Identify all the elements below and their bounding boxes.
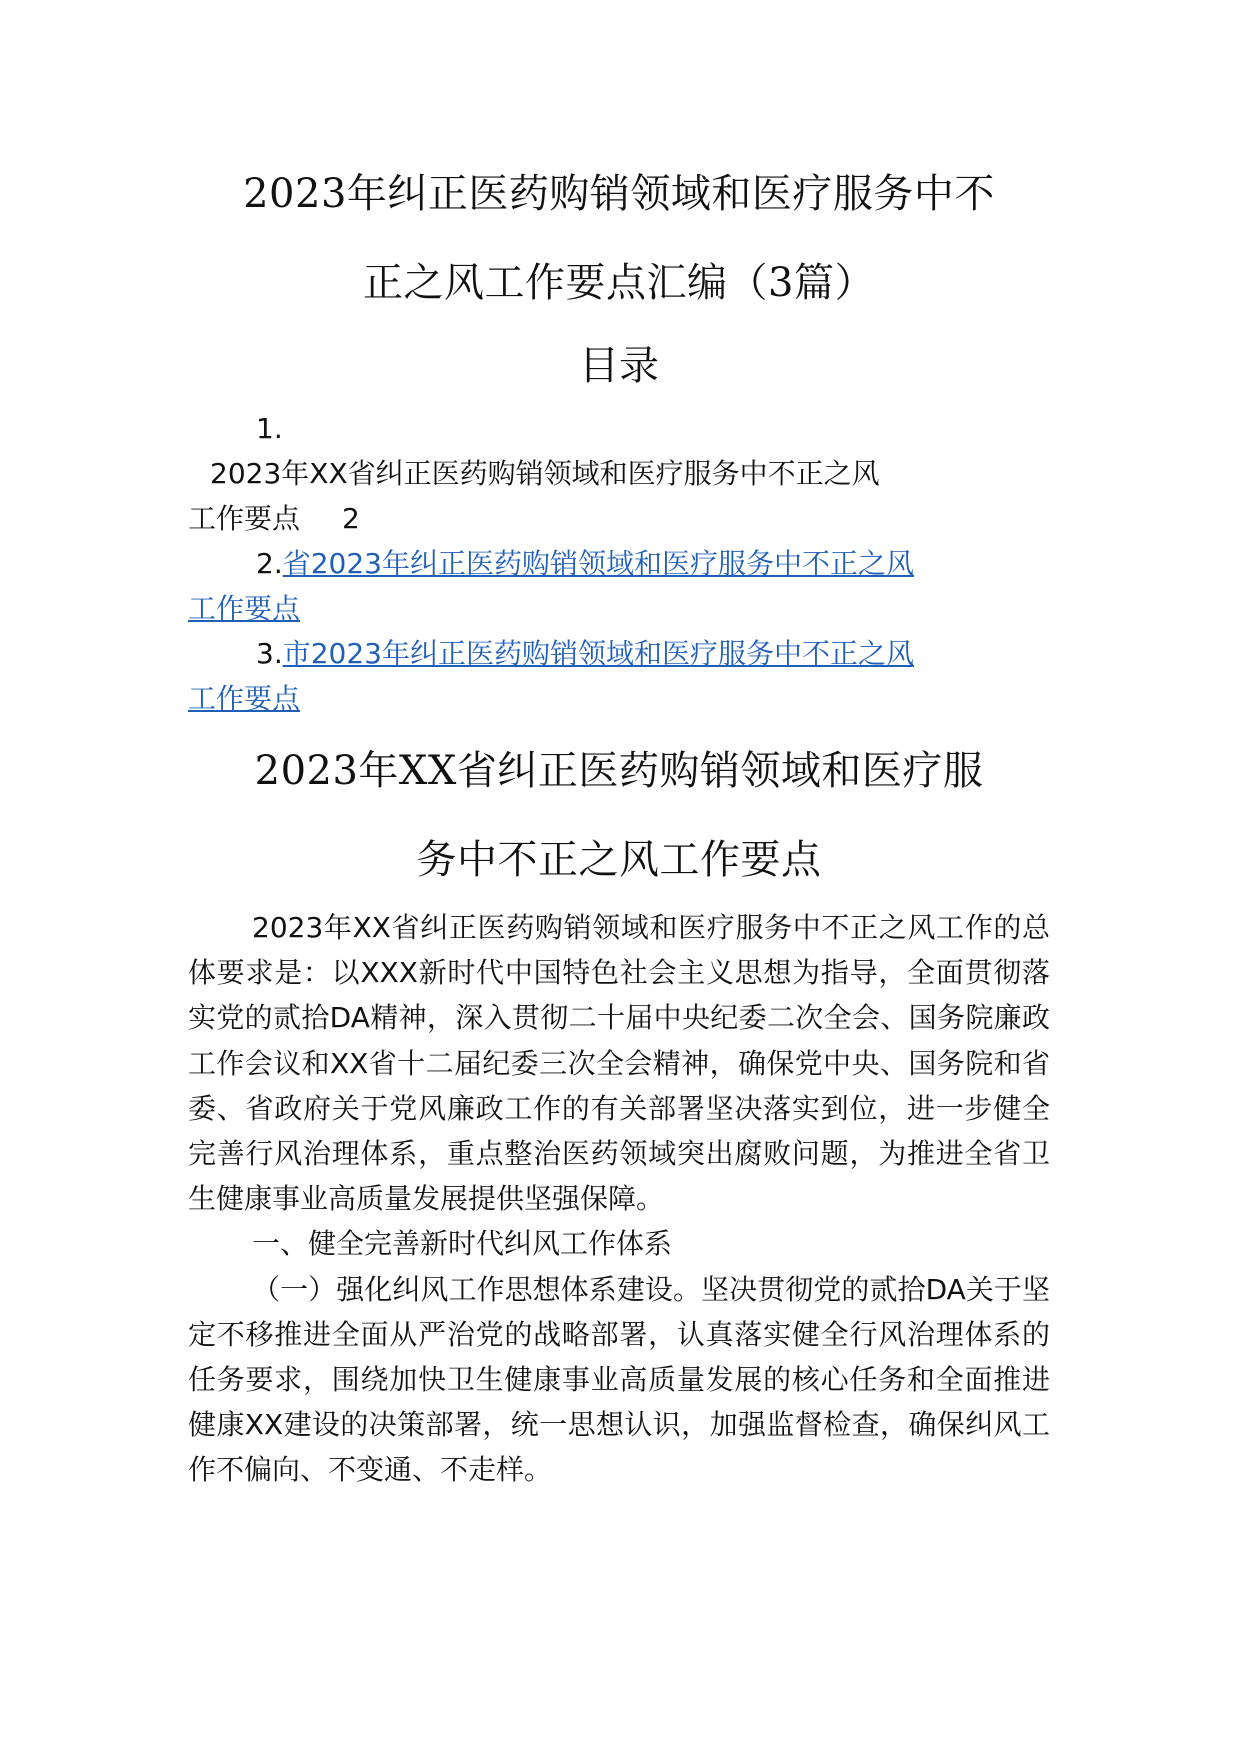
subheading-1: 一、健全完善新时代纠风工作体系 xyxy=(252,1227,673,1261)
toc-entry-number: 1. xyxy=(256,412,283,445)
body-paragraph-1: 2023年XX省纠正医药购销领域和医疗服务中不正之风工作的总体要求是：以XXX新时代中国特色社会主义思想为指导，全面贯彻落实党的贰拾DA精神，深入贯彻二十届中央纪委二次全会、国务院廉政工作会议和XX省十二届纪委三次全会精神，确保党中央、国务院和省委、省政府关于党风廉政工作的有关部署坚决落实到位，进一步健全完善行风治理体系，重点整治医药领域突出腐败问题，为推进全省卫生健康事业高质量发展提供坚强保障。 xyxy=(188,911,1050,1216)
section-title xyxy=(188,727,1050,905)
toc-entry-3[interactable] xyxy=(188,631,1050,721)
section-title-line-2: 务中不正之风工作要点 xyxy=(416,837,822,883)
toc-link-entry-3-line-2[interactable]: 工作要点 xyxy=(188,682,301,715)
toc-entry-2[interactable] xyxy=(188,541,1050,631)
toc-link-entry-2-line-2[interactable]: 工作要点 xyxy=(188,592,301,625)
document-title-line-1: 2023年纠正医药购销领域和医疗服务中不 xyxy=(243,171,995,217)
toc-entry-text-line-1: 2023年XX省纠正医药购销领域和医疗服务中不正之风 xyxy=(210,457,880,490)
toc-entry-text-line-2: 工作要点 xyxy=(188,502,301,535)
toc-heading: 目录 xyxy=(579,343,659,389)
body-paragraph-2: （一）强化纠风工作思想体系建设。坚决贯彻党的贰拾DA关于坚定不移推进全面从严治党的战略部署，认真落实健全行风治理体系的任务要求，围绕加快卫生健康事业高质量发展的核心任务和全面推进健康XX建设的决策部署，统一思想认识，加强监督检查，确保纠风工作不偏向、不变通、不走样。 xyxy=(188,1272,1050,1487)
document-title xyxy=(188,150,1050,328)
document-title-line-2: 正之风工作要点汇编（3篇） xyxy=(363,260,875,306)
toc-entry-number: 3. xyxy=(256,637,283,670)
toc-link-entry-3-line-1[interactable]: 市2023年纠正医药购销领域和医疗服务中不正之风 xyxy=(282,637,914,670)
document-page xyxy=(188,150,1050,1493)
toc-entry-1[interactable] xyxy=(188,406,1050,541)
table-of-contents xyxy=(188,406,1050,721)
toc-entry-page-number: 2 xyxy=(342,502,360,535)
toc-entry-number: 2. xyxy=(256,547,283,580)
toc-link-entry-2-line-1[interactable]: 省2023年纠正医药购销领域和医疗服务中不正之风 xyxy=(282,547,914,580)
section-title-line-1: 2023年XX省纠正医药购销领域和医疗服 xyxy=(254,748,984,794)
